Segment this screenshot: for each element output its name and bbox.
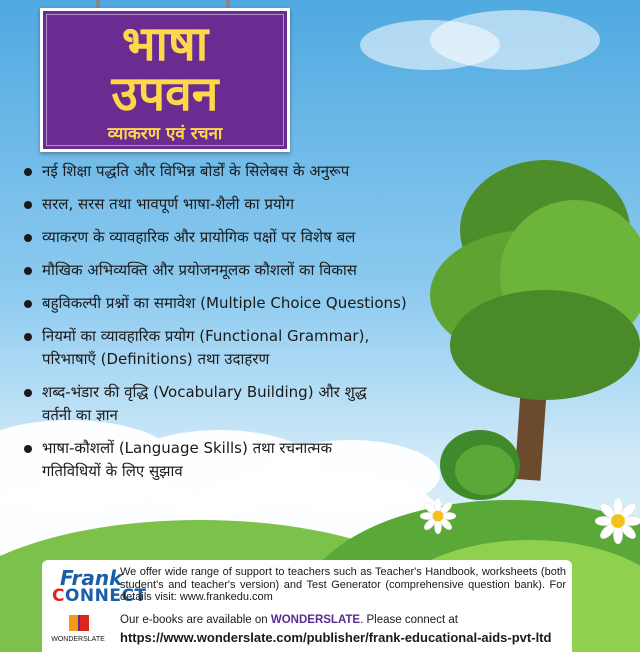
ebook-suffix: . Please connect at [360, 614, 458, 626]
bullet-dot-icon [24, 333, 32, 341]
feature-bullet [22, 226, 442, 249]
feature-bullet-line: गतिविधियों के लिए सुझाव [42, 462, 183, 480]
feature-bullet-line: नियमों का व्यावहारिक प्रयोग (Functional Grammar), [42, 327, 370, 345]
bullet-dot-icon [24, 234, 32, 242]
bullet-dot-icon [24, 445, 32, 453]
teacher-support-text: We offer wide range of support to teachers such as Teacher's Handbook, worksheets (both student's and teacher's version) and Test Generator (comprehensive question bank). For details visit: www.frankedu.com [120, 566, 566, 603]
tree-crown [450, 290, 640, 400]
bullet-dot-icon [24, 389, 32, 397]
feature-bullet-line: नई शिक्षा पद्धति और विभिन्न बोर्डों के सिलेबस के अनुरूप [42, 162, 350, 180]
feature-bullet [22, 381, 442, 427]
feature-bullet [22, 292, 442, 315]
publisher-url[interactable]: https://www.wonderslate.com/publisher/frank-educational-aids-pvt-ltd [120, 630, 552, 645]
bullet-dot-icon [24, 267, 32, 275]
daisy-icon [595, 498, 640, 544]
footer-panel [42, 560, 572, 652]
feature-bullet-line: सरल, सरस तथा भावपूर्ण भाषा-शैली का प्रयोग [42, 195, 295, 213]
bullet-dot-icon [24, 300, 32, 308]
wonderslate-logo-label: WONDERSLATE [51, 636, 105, 643]
feature-bullet-line: मौखिक अभिव्यक्ति और प्रयोजनमूलक कौशलों का विकास [42, 261, 357, 279]
sign-board [40, 8, 290, 152]
bullet-dot-icon [24, 168, 32, 176]
feature-bullet-line: वर्तनी का ज्ञान [42, 406, 118, 424]
title-signboard [40, 0, 288, 150]
book-subtitle: व्याकरण एवं रचना [107, 124, 223, 144]
feature-bullet-line: शब्द-भंडार की वृद्धि (Vocabulary Building) और शुद्ध [42, 383, 367, 401]
daisy-icon [420, 498, 456, 534]
feature-bullet [22, 259, 442, 282]
ebook-brand: WONDERSLATE [270, 614, 361, 626]
feature-bullet [22, 193, 442, 216]
feature-bullet [22, 325, 442, 371]
cloud [430, 10, 600, 70]
feature-bullet-line: परिभाषाएँ (Definitions) तथा उदाहरण [42, 350, 270, 368]
feature-bullet-line: बहुविकल्पी प्रश्नों का समावेश (Multiple Choice Questions) [42, 294, 407, 312]
feature-list [22, 160, 442, 493]
frank-connect-logo [48, 566, 147, 610]
connect-logo-rest: ONNECT [64, 586, 147, 606]
feature-bullet [22, 437, 442, 483]
wonderslate-logo [50, 612, 106, 648]
feature-bullet [22, 160, 442, 183]
book-title-line1: भाषा [121, 16, 209, 72]
book-icon [68, 612, 90, 634]
book-title-line2: उपवन [111, 66, 219, 122]
frank-logo-word: Frank [60, 566, 123, 590]
feature-bullet-line: भाषा-कौशलों (Language Skills) तथा रचनात्मक [42, 439, 332, 457]
bullet-dot-icon [24, 201, 32, 209]
ebook-availability-text [120, 614, 458, 626]
feature-bullet-line: व्याकरण के व्यावहारिक और प्रायोगिक पक्षों पर विशेष बल [42, 228, 356, 246]
connect-logo-c: C [52, 586, 65, 606]
bush [455, 445, 515, 495]
ebook-prefix: Our e-books are available on [120, 614, 271, 626]
